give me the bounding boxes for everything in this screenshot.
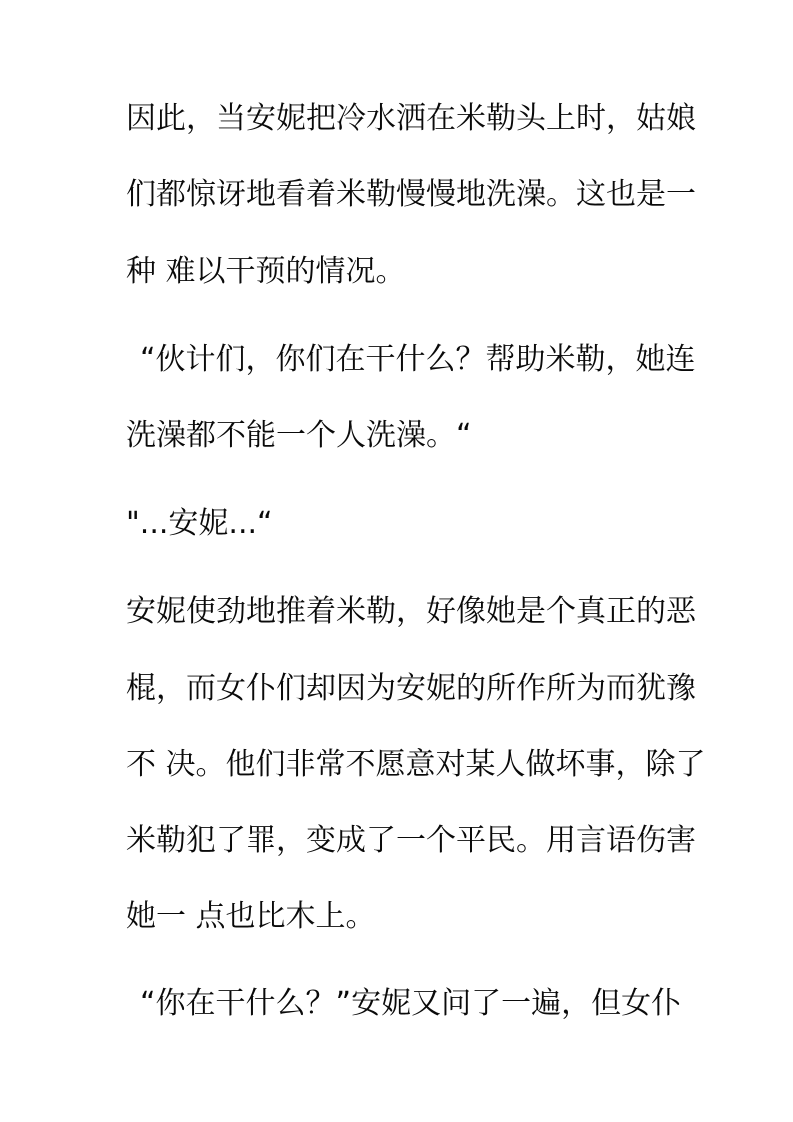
text-line: 棍，而女仆们却因为安妮的所作所为而犹豫 xyxy=(126,671,696,706)
text-line: 米勒犯了罪，变成了一个平民。用言语伤害 xyxy=(126,823,696,858)
text-line: 因此，当安妮把冷水洒在米勒头上时，姑娘 xyxy=(126,101,696,136)
text-line: 她一 点也比木上。 xyxy=(126,899,376,934)
text-line: “伙计们，你们在干什么？帮助米勒，她连 xyxy=(140,342,696,377)
text-line: “你在干什么？”安妮又问了一遍，但女仆 xyxy=(140,986,682,1021)
text-line: "...安妮...“ xyxy=(126,506,273,541)
text-line: 不 决。他们非常不愿意对某人做坏事，除了 xyxy=(126,747,706,782)
text-line: 安妮使劲地推着米勒，好像她是个真正的恶 xyxy=(126,594,696,629)
text-line: 们都惊讶地看着米勒慢慢地洗澡。这也是一 xyxy=(126,177,696,212)
text-line: 洗澡都不能一个人洗澡。“ xyxy=(126,418,472,453)
text-line: 种 难以干预的情况。 xyxy=(126,254,406,289)
